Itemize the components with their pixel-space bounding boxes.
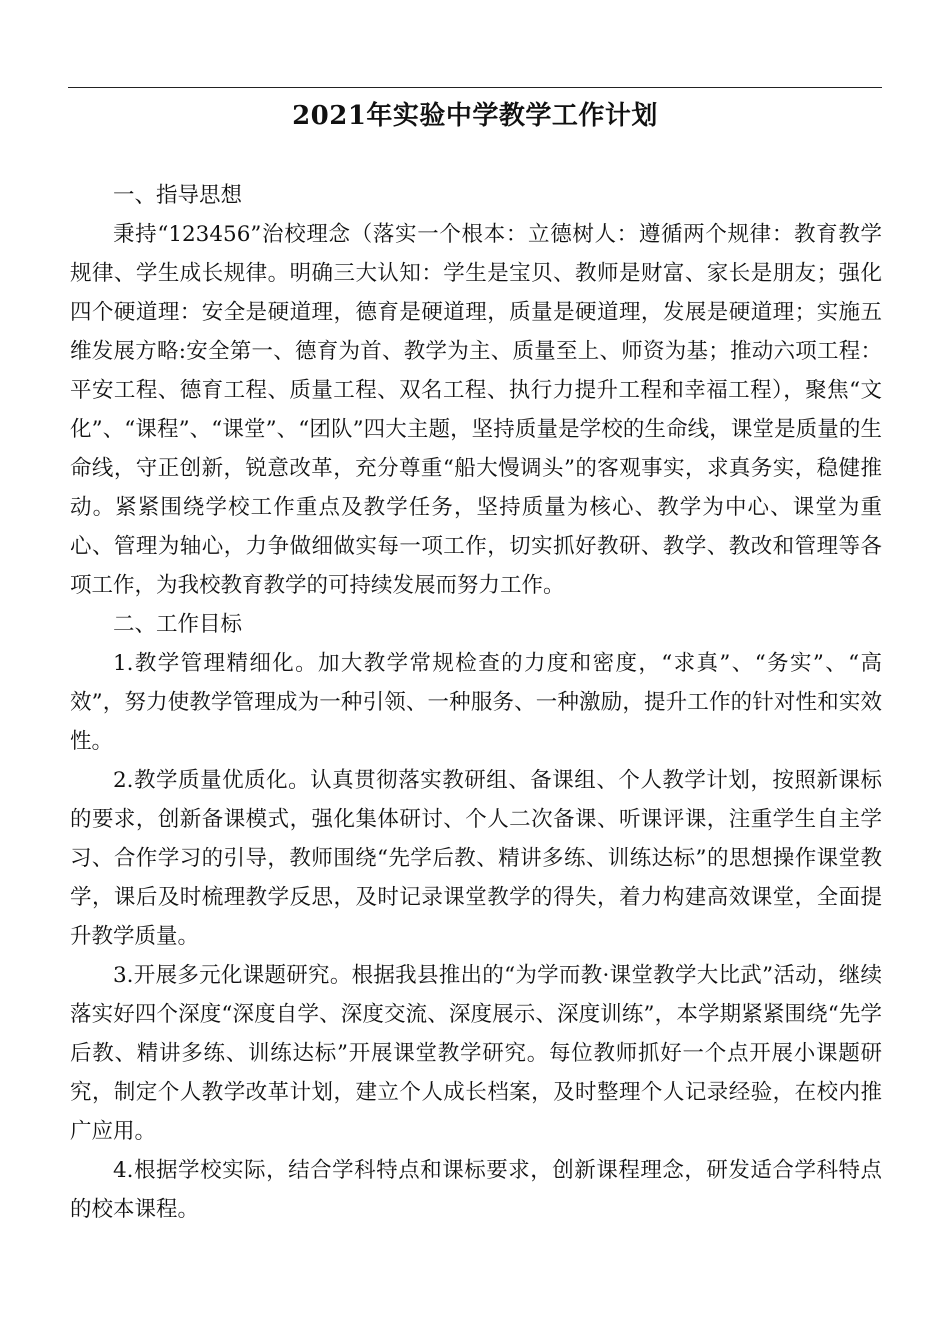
paragraph-goal-4: 4.根据学校实际，结合学科特点和课标要求，创新课程理念，研发适合学科特点的校本课程。 — [70, 1158, 882, 1222]
document-title: 2021年实验中学教学工作计划 — [292, 101, 658, 131]
paragraph-goal-3: 3.开展多元化课题研究。根据我县推出的“为学而教·课堂教学大比武”活动，继续落实好四个深度“深度自学、深度交流、深度展示、深度训练”，本学期紧紧围绕“先学后教、精讲多练、训练达标”开展课堂教学研究。每位教师抓好一个点开展小课题研究，制定个人教学改革计划，建立个人成长档案，及时整理个人记录经验，在校内推广应用。 — [70, 963, 882, 1144]
section-heading-guiding-ideology: 一、指导思想 — [113, 183, 243, 208]
paragraph-goal-1: 1.教学管理精细化。加大教学常规检查的力度和密度，“求真”、“务实”、“高效”，努力使教学管理成为一种引领、一种服务、一种激励，提升工作的针对性和实效性。 — [70, 651, 882, 754]
header-rule — [68, 87, 882, 88]
paragraph-guiding-ideology: 秉持“123456”治校理念（落实一个根本：立德树人：遵循两个规律：教育教学规律、学生成长规律。明确三大认知：学生是宝贝、教师是财富、家长是朋友；强化四个硬道理：安全是硬道理，德育是硬道理，质量是硬道理，发展是硬道理；实施五维发展方略:安全第一、德育为首、教学为主、质量至上、师资为基；推动六项工程：平安工程、德育工程、质量工程、双名工程、执行力提升工程和幸福工程），聚焦“文化”、“课程”、“课堂”、“团队”四大主题，坚持质量是学校的生命线，课堂是质量的生命线，守正创新，锐意改革，充分尊重“船大慢调头”的客观事实，求真务实，稳健推动。紧紧围绕学校工作重点及教学任务，坚持质量为核心、教学为中心、课堂为重心、管理为轴心，力争做细做实每一项工作，切实抓好教研、教学、教改和管理等各项工作，为我校教育教学的可持续发展而努力工作。 — [70, 222, 882, 598]
document-body — [70, 176, 882, 1229]
paragraph-goal-2: 2.教学质量优质化。认真贯彻落实教研组、备课组、个人教学计划，按照新课标的要求，创新备课模式，强化集体研讨、个人二次备课、听课评课，注重学生自主学习、合作学习的引导，教师围绕“先学后教、精讲多练、训练达标”的思想操作课堂教学，课后及时梳理教学反思，及时记录课堂教学的得失，着力构建高效课堂，全面提升教学质量。 — [70, 768, 882, 949]
section-heading-work-goals: 二、工作目标 — [113, 612, 243, 637]
